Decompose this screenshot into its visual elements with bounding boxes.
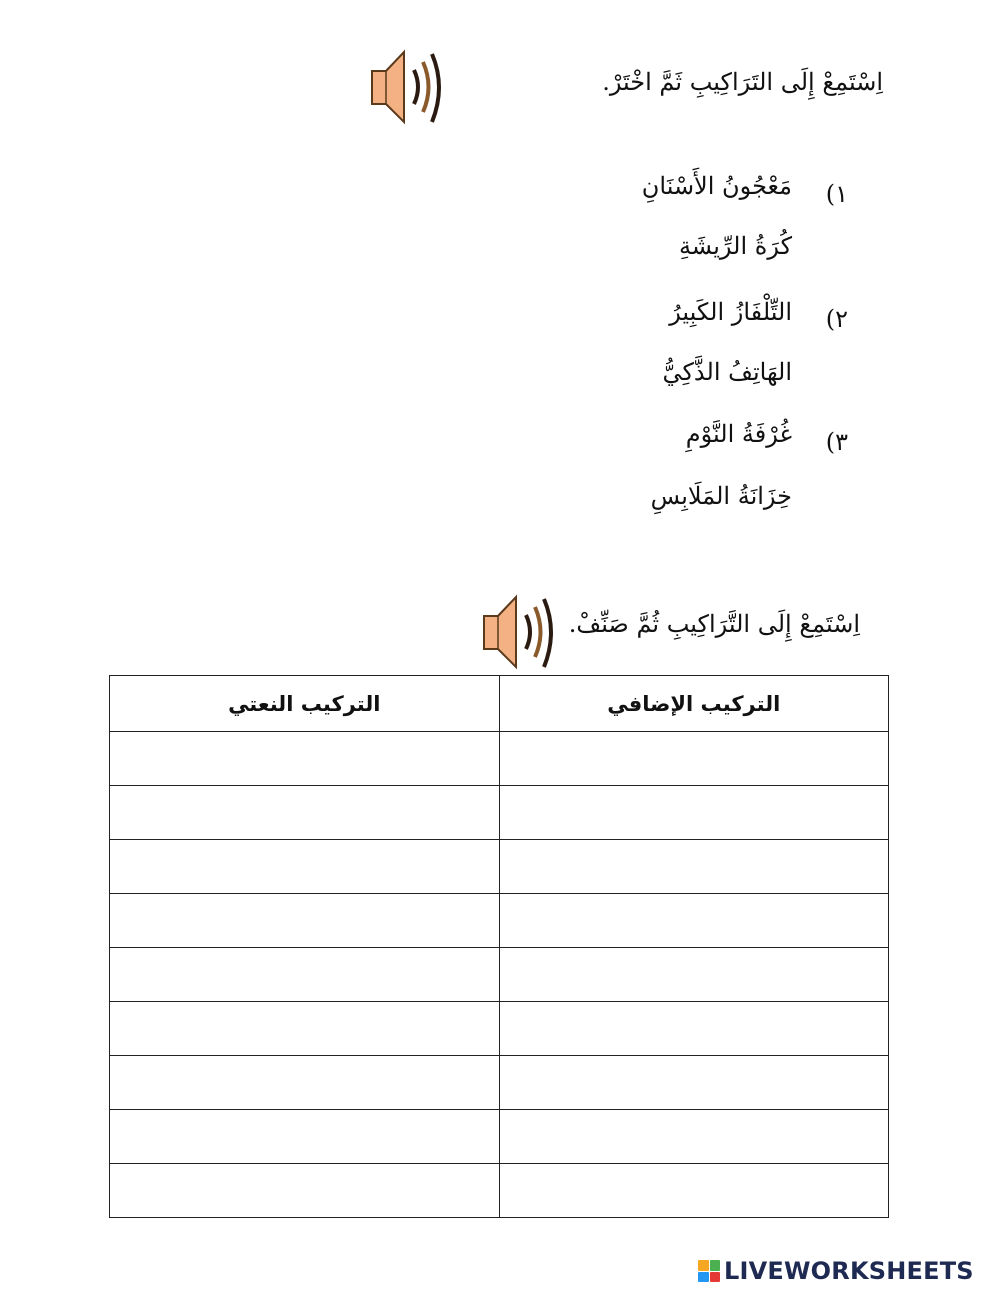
table-row — [110, 786, 889, 840]
table-cell-idafi — [499, 732, 889, 786]
speaker-icon[interactable] — [480, 593, 562, 673]
answer-field-naati[interactable] — [106, 1055, 499, 1110]
answer-field-idafi[interactable] — [496, 1109, 889, 1164]
answer-field-naati[interactable] — [106, 785, 499, 840]
table-cell-naati — [110, 840, 500, 894]
answer-field-naati[interactable] — [106, 839, 499, 894]
table-cell-idafi — [499, 840, 889, 894]
classification-table — [109, 675, 889, 1218]
speaker-icon[interactable] — [368, 48, 450, 128]
answer-field-idafi[interactable] — [496, 731, 889, 786]
answer-field-idafi[interactable] — [496, 947, 889, 1002]
header-naati: التركيب النعتي — [110, 676, 500, 732]
table-row — [110, 894, 889, 948]
table-cell-idafi — [499, 1164, 889, 1218]
table-row — [110, 1164, 889, 1218]
item-3-option-a[interactable]: غُرْفَةُ النَّوْمِ — [685, 420, 792, 448]
table-row — [110, 1056, 889, 1110]
table-cell-idafi — [499, 786, 889, 840]
item-2-option-b[interactable]: الهَاتِفُ الذَّكِيُّ — [662, 358, 792, 386]
item-2-option-a[interactable]: التِّلْفَازُ الكَبِيرُ — [669, 298, 792, 326]
logo-mark-icon — [698, 1260, 720, 1282]
table-cell-idafi — [499, 948, 889, 1002]
table-cell-naati — [110, 732, 500, 786]
table-cell-naati — [110, 1002, 500, 1056]
table-row — [110, 1110, 889, 1164]
answer-field-idafi[interactable] — [496, 1001, 889, 1056]
item-1-option-a[interactable]: مَعْجُونُ الأَسْنَانِ — [641, 172, 792, 200]
table-cell-idafi — [499, 1110, 889, 1164]
table-cell-naati — [110, 894, 500, 948]
table-cell-naati — [110, 786, 500, 840]
answer-field-naati[interactable] — [106, 1001, 499, 1056]
answer-field-idafi[interactable] — [496, 785, 889, 840]
answer-field-naati[interactable] — [106, 947, 499, 1002]
answer-field-idafi[interactable] — [496, 1055, 889, 1110]
table-row — [110, 840, 889, 894]
table-cell-idafi — [499, 1056, 889, 1110]
table-cell-naati — [110, 948, 500, 1002]
answer-field-naati[interactable] — [106, 1163, 499, 1218]
liveworksheets-logo — [698, 1256, 974, 1286]
table-body — [110, 732, 889, 1218]
section2-instruction: اِسْتَمِعْ إِلَى التَّرَاكِيبِ ثُمَّ صَنِّفْ. — [568, 610, 860, 638]
answer-field-idafi[interactable] — [496, 1163, 889, 1218]
logo-text: LIVEWORKSHEETS — [724, 1257, 974, 1285]
section1-instruction: اِسْتَمِعْ إِلَى التَرَاكِيبِ ثَمَّ اخْتَرْ. — [602, 68, 883, 96]
table-cell-idafi — [499, 1002, 889, 1056]
header-idafi: التركيب الإضافي — [499, 676, 889, 732]
item-1-option-b[interactable]: كُرَةُ الرِّيشَةِ — [678, 232, 792, 260]
answer-field-naati[interactable] — [106, 731, 499, 786]
item-3-option-b[interactable]: خِزَانَةُ المَلَابِسِ — [650, 482, 792, 510]
table-row — [110, 948, 889, 1002]
table-cell-idafi — [499, 894, 889, 948]
item-3-number: ٣) — [825, 428, 848, 456]
answer-field-naati[interactable] — [106, 1109, 499, 1164]
item-1-number: ١) — [825, 180, 848, 208]
answer-field-idafi[interactable] — [496, 893, 889, 948]
table-cell-naati — [110, 1110, 500, 1164]
item-2-number: ٢) — [825, 305, 848, 333]
table-row — [110, 732, 889, 786]
table-cell-naati — [110, 1164, 500, 1218]
table-cell-naati — [110, 1056, 500, 1110]
table-row — [110, 1002, 889, 1056]
answer-field-idafi[interactable] — [496, 839, 889, 894]
answer-field-naati[interactable] — [106, 893, 499, 948]
